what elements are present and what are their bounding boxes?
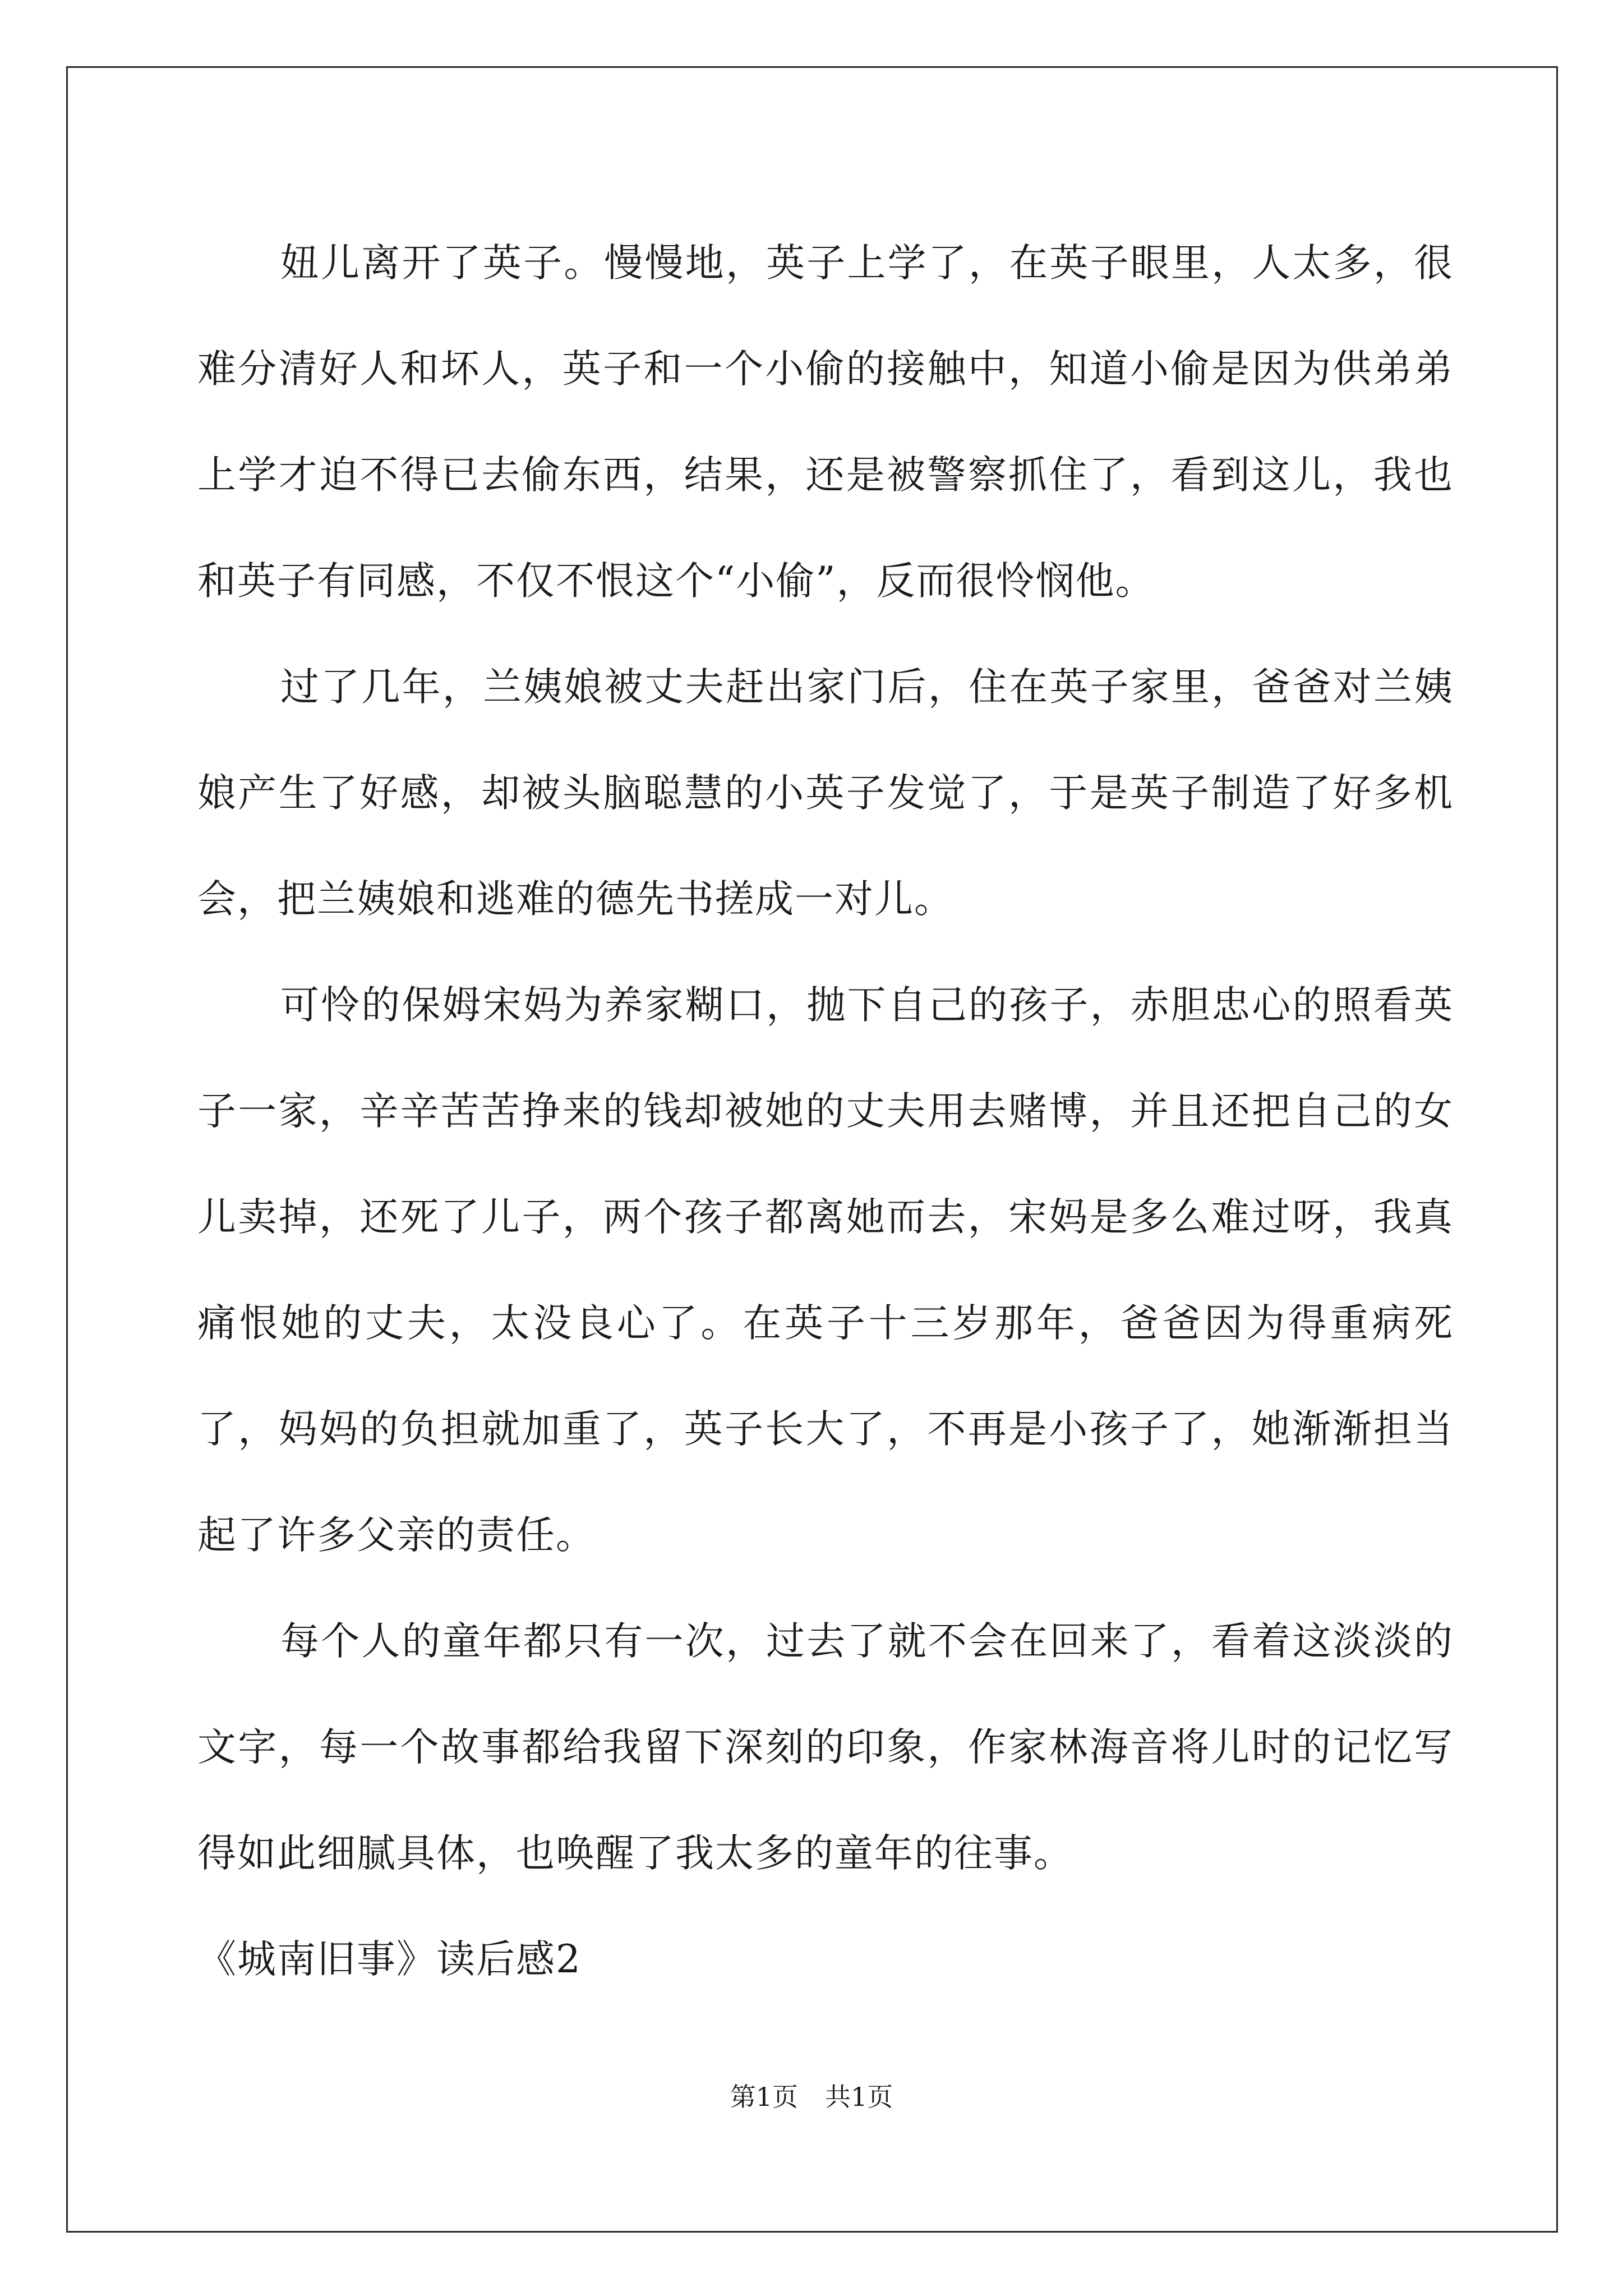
document-body (197, 210, 1454, 2013)
paragraph-1: 妞儿离开了英子。慢慢地，英子上学了，在英子眼里，人太多，很难分清好人和坏人，英子和一个小偷的接触中，知道小偷是因为供弟弟上学才迫不得已去偷东西，结果，还是被警察抓住了，看到这儿，我也和英子有同感，不仅不恨这个“小偷”，反而很怜悯他。 (197, 241, 1454, 604)
paragraph-3: 可怜的保姆宋妈为养家糊口，抛下自己的孩子，赤胆忠心的照看英子一家，辛辛苦苦挣来的钱却被她的丈夫用去赌博，并且还把自己的女儿卖掉，还死了儿子，两个孩子都离她而去，宋妈是多么难过呀，我真痛恨她的丈夫，太没良心了。在英子十三岁那年，爸爸因为得重病死了，妈妈的负担就加重了，英子长大了，不再是小孩子了，她渐渐担当起了许多父亲的责任。 (197, 983, 1454, 1558)
page-number: 第1页 (730, 2082, 798, 2112)
paragraph-2: 过了几年，兰姨娘被丈夫赶出家门后，住在英子家里，爸爸对兰姨娘产生了好感，却被头脑聪慧的小英子发觉了，于是英子制造了好多机会，把兰姨娘和逃难的德先书搓成一对儿。 (197, 665, 1454, 922)
paragraph-4: 每个人的童年都只有一次，过去了就不会在回来了，看着这淡淡的文字，每一个故事都给我留下深刻的印象，作家林海音将儿时的记忆写得如此细腻具体，也唤醒了我太多的童年的往事。 (197, 1619, 1454, 1876)
page-total: 共1页 (825, 2082, 893, 2112)
section-heading: 《城南旧事》读后感2 (197, 1937, 582, 1982)
page-footer (0, 2077, 1623, 2114)
